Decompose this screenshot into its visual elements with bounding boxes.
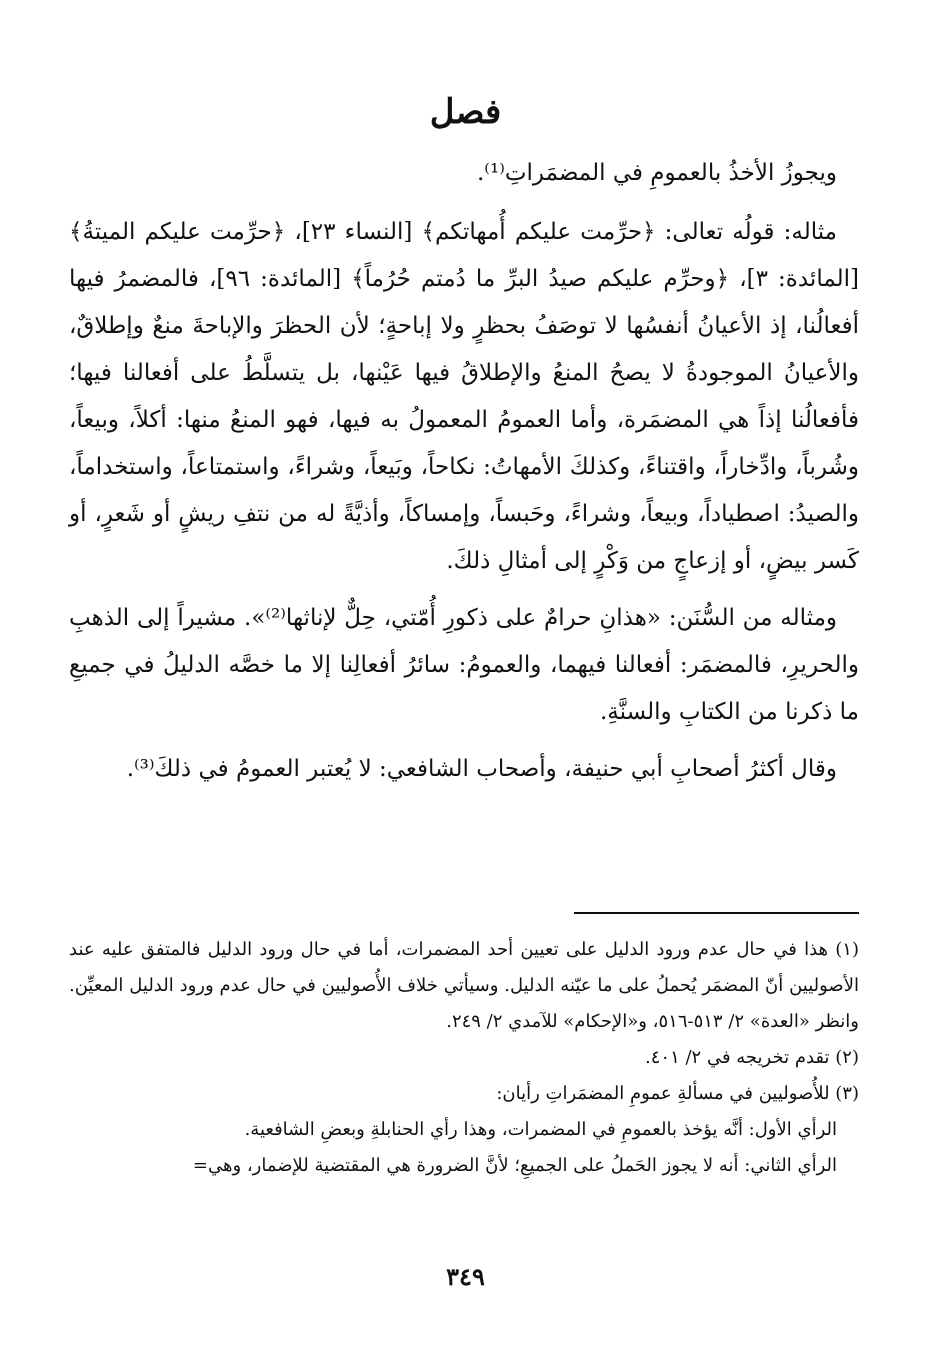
footnote-3-opinion-1: الرأي الأول: أنَّه يؤخذ بالعمومِ في المضمرات، وهذا رأي الحنابلةِ وبعضِ الشافعية. [244, 1119, 837, 1140]
footnote-divider [574, 912, 859, 914]
paragraph-opening: ويجوزُ الأخذُ بالعمومِ في المضمَراتِ⁽¹⁾. [476, 160, 837, 186]
section-title: فصل [429, 92, 502, 132]
footnotes [69, 932, 859, 1184]
footnote-3-opinion-2: الرأي الثاني: أنه لا يجوز الحَملُ على الجميعِ؛ لأنَّ الضرورة هي المقتضية للإضمار، وهي= [192, 1155, 837, 1176]
paragraph-opposing-view: وقال أكثرُ أصحابِ أبي حنيفة، وأصحاب الشافعي: لا يُعتبر العمومُ في ذلكَ⁽³⁾. [126, 756, 837, 782]
footnote-3-intro: (٣) للأُصوليين في مسألةِ عمومِ المضمَراتِ رأيان: [496, 1083, 859, 1104]
page-number: ٣٤٩ [446, 1262, 485, 1291]
footnote-2: (٢) تقدم تخريجه في ٢/ ٤٠١. [645, 1047, 859, 1068]
footnote-1: (١) هذا في حال عدم ورود الدليل على تعيين أحد المضمرات، أما في حال ورود الدليل فالمتفق عليه عند الأصوليين أنّ المضمَر يُحملُ على ما عيّنه الدليل. وسيأتي خلاف الأُصوليين في حال عدم ورود الدليل المعيِّن. وانظر «العدة» ٢/ ٥١٣-٥١٦، و«الإحكام» للآمدي ٢/ ٢٤٩. [69, 939, 859, 1032]
main-text [69, 150, 859, 803]
paragraph-example-quran: مثاله: قولُه تعالى: ﴿حرِّمت عليكم أُمهاتكم﴾ [النساء ٢٣]، ﴿حرِّمت عليكم الميتةُ﴾ [المائدة: ٣]، ﴿وحرِّم عليكم صيدُ البرِّ ما دُمتم حُرُماً﴾ [المائدة: ٩٦]، فالمضمرُ فيها أفعالُنا، إذ الأعيانُ أنفسُها لا توصَفُ بحظرٍ ولا إباحةٍ؛ لأن الحظرَ والإباحةَ منعٌ وإطلاقٌ، والأعيانُ الموجودةُ لا يصحُ المنعُ والإطلاقُ فيها عَيْنها، بل يتسلَّطُ على أفعالنا فيها؛ فأفعالُنا إذاً هي المضمَرة، وأما العمومُ المعمولُ به فيها، فهو المنعُ منها: أكلاً، وبيعاً، وشُرباً، وادِّخاراً، واقتناءً، وكذلكَ الأمهاتُ: نكاحاً، وبَيعاً، وشراءً، واستمتاعاً، واستخداماً، والصيدُ: اصطياداً، وبيعاً، وشراءً، وحَبساً، وإمساكاً، وأذيَّةً له من نتفِ ريشٍ أو شَعرٍ، أو كَسر بيضٍ، أو إزعاجٍ من وَكْرٍ إلى أمثالِ ذلكَ. [69, 219, 859, 574]
paragraph-example-sunnah: ومثاله من السُّنَن: «هذانِ حرامٌ على ذكورِ أُمّتي، حِلٌّ لإناثها⁽²⁾». مشيراً إلى الذهبِ والحريرِ، فالمضمَر: أفعالنا فيهما، والعمومُ: سائرُ أفعالِنا إلا ما خصَّه الدليلُ في جميعِ ما ذكرنا من الكتابِ والسنَّةِ. [69, 605, 859, 725]
